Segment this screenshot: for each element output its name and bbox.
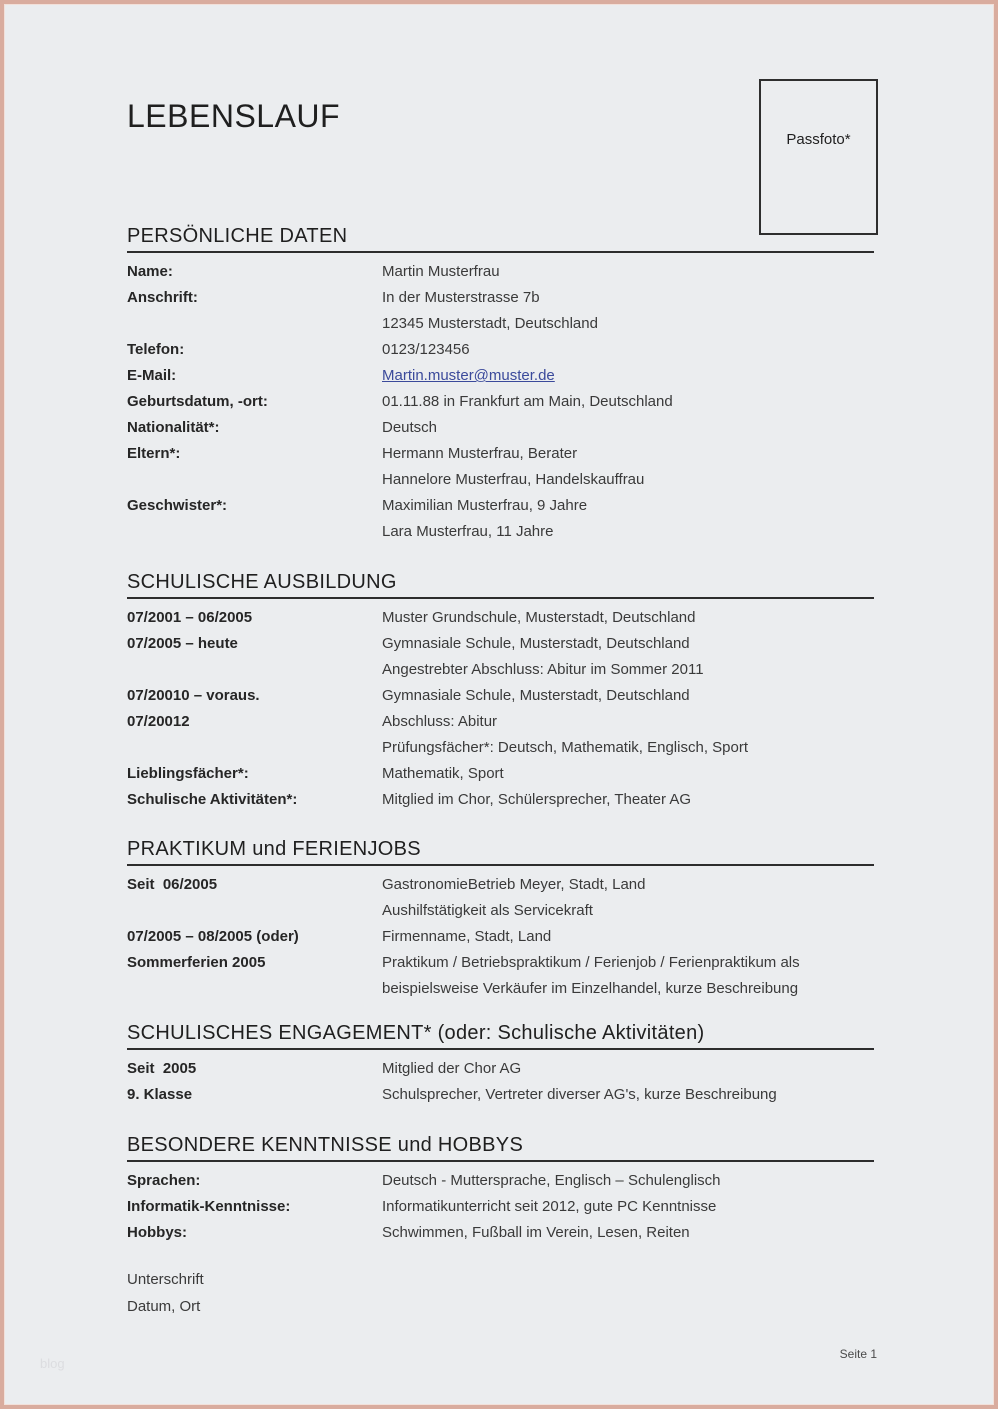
row-value: Deutsch - Muttersprache, Englisch – Schulenglisch: [382, 1172, 721, 1189]
data-row: [127, 1220, 874, 1246]
row-value: Hannelore Musterfrau, Handelskauffrau: [382, 471, 645, 488]
row-label: Name:: [127, 263, 173, 280]
data-row: [127, 1194, 874, 1220]
email-link[interactable]: Martin.muster@muster.de: [382, 367, 555, 384]
row-label: E-Mail:: [127, 367, 177, 384]
section-schulische-ausbildung: [127, 570, 874, 813]
data-row: [127, 950, 874, 976]
row-value: Prüfungsfächer*: Deutsch, Mathematik, Englisch, Sport: [382, 739, 749, 756]
row-label: Geschwister*:: [127, 497, 228, 514]
row-label: [127, 657, 382, 683]
row-value: beispielsweise Verkäufer im Einzelhandel, kurze Beschreibung: [382, 980, 799, 997]
data-row: [127, 787, 874, 813]
passport-photo-placeholder: [759, 79, 878, 235]
section-divider: [127, 597, 874, 599]
row-value: Mathematik, Sport: [382, 765, 504, 782]
section-rows: [127, 1056, 874, 1108]
row-value: Hermann Musterfrau, Berater: [382, 445, 578, 462]
row-label: Seit 06/2005: [127, 876, 218, 893]
row-value: Abschluss: Abitur: [382, 713, 498, 730]
data-row: [127, 631, 874, 657]
row-label: Hobbys:: [127, 1224, 187, 1241]
data-row: [127, 872, 874, 898]
row-label: 07/2005 – 08/2005 (oder): [127, 928, 299, 945]
page-title: LEBENSLAUF: [127, 98, 341, 134]
row-label: Sprachen:: [127, 1172, 201, 1189]
row-label: Geburtsdatum, -ort:: [127, 393, 268, 410]
passfoto-label: Passfoto*: [786, 131, 851, 148]
data-row: [127, 493, 874, 519]
data-row: [127, 389, 874, 415]
row-label: [127, 311, 382, 337]
row-label: 9. Klasse: [127, 1086, 193, 1103]
section-rows: [127, 605, 874, 813]
row-label: 07/2005 – heute: [127, 635, 238, 652]
data-row: [127, 683, 874, 709]
data-row: [127, 1168, 874, 1194]
row-label: Eltern*:: [127, 445, 181, 462]
section-praktikum-ferienjobs: [127, 837, 874, 1002]
data-row: [127, 285, 874, 311]
row-value: 0123/123456: [382, 341, 470, 358]
data-row: [127, 363, 874, 389]
section-persoenliche-daten: [127, 224, 874, 545]
section-heading: PERSÖNLICHE DATEN: [127, 225, 348, 247]
row-label: Anschrift:: [127, 289, 198, 306]
section-heading: BESONDERE KENNTNISSE und HOBBYS: [127, 1134, 524, 1156]
row-label: Lieblingsfächer*:: [127, 765, 249, 782]
section-rows: [127, 259, 874, 545]
section-rows: [127, 872, 874, 1002]
data-row: [127, 761, 874, 787]
data-row: [127, 898, 874, 924]
data-row: [127, 605, 874, 631]
section-besondere-kenntnisse-hobbys: [127, 1133, 874, 1246]
data-row: [127, 519, 874, 545]
row-value: Martin Musterfrau: [382, 263, 500, 280]
row-label: [127, 735, 382, 761]
data-row: [127, 311, 874, 337]
row-label: Telefon:: [127, 341, 185, 358]
row-value: Mitglied der Chor AG: [382, 1060, 522, 1077]
section-schulisches-engagement: [127, 1021, 874, 1108]
row-label: [127, 519, 382, 545]
row-value: 12345 Musterstadt, Deutschland: [382, 315, 598, 332]
row-value: Gymnasiale Schule, Musterstadt, Deutschland: [382, 687, 690, 704]
section-heading: PRAKTIKUM und FERIENJOBS: [127, 838, 421, 860]
row-label: Nationalität*:: [127, 419, 220, 436]
section-divider: [127, 251, 874, 253]
page-number: Seite 1: [839, 1347, 877, 1361]
section-divider: [127, 864, 874, 866]
row-value: Deutsch: [382, 419, 438, 436]
data-row: [127, 657, 874, 683]
row-value: Lara Musterfrau, 11 Jahre: [382, 523, 554, 540]
row-value: Muster Grundschule, Musterstadt, Deutschland: [382, 609, 696, 626]
row-label: 07/2001 – 06/2005: [127, 609, 253, 626]
row-value: Schulsprecher, Vertreter diverser AG's, kurze Beschreibung: [382, 1086, 777, 1103]
row-label: 07/20010 – voraus.: [127, 687, 260, 704]
row-label: Informatik-Kenntnisse:: [127, 1198, 291, 1215]
row-label: [127, 467, 382, 493]
row-label: [127, 898, 382, 924]
row-value: Aushilfstätigkeit als Servicekraft: [382, 902, 593, 919]
data-row: [127, 441, 874, 467]
row-label: Sommerferien 2005: [127, 954, 266, 971]
row-label: [127, 976, 382, 1002]
row-value: Mitglied im Chor, Schülersprecher, Theater AG: [382, 791, 692, 808]
data-row: [127, 1056, 874, 1082]
signature-label: Unterschrift: [127, 1271, 204, 1288]
section-heading: SCHULISCHES ENGAGEMENT* (oder: Schulische Aktivitäten): [127, 1022, 705, 1044]
section-divider: [127, 1160, 874, 1162]
row-value: GastronomieBetrieb Meyer, Stadt, Land: [382, 876, 646, 893]
row-value: Maximilian Musterfrau, 9 Jahre: [382, 497, 588, 514]
data-row: [127, 1082, 874, 1108]
data-row: [127, 337, 874, 363]
section-rows: [127, 1168, 874, 1246]
row-value: Praktikum / Betriebspraktikum / Ferienjob / Ferienpraktikum als: [382, 954, 800, 971]
data-row: [127, 415, 874, 441]
data-row: [127, 259, 874, 285]
signature-block: [127, 1266, 874, 1320]
row-value: Gymnasiale Schule, Musterstadt, Deutschland: [382, 635, 690, 652]
row-value: 01.11.88 in Frankfurt am Main, Deutschland: [382, 393, 673, 410]
data-row: [127, 467, 874, 493]
section-heading: SCHULISCHE AUSBILDUNG: [127, 571, 397, 593]
row-value: In der Musterstrasse 7b: [382, 289, 540, 306]
row-value: Informatikunterricht seit 2012, gute PC Kenntnisse: [382, 1198, 717, 1215]
data-row: [127, 735, 874, 761]
row-value: Schwimmen, Fußball im Verein, Lesen, Reiten: [382, 1224, 690, 1241]
row-label: Seit 2005: [127, 1060, 197, 1077]
section-divider: [127, 1048, 874, 1050]
watermark-text: blog: [40, 1356, 65, 1371]
row-label: 07/20012: [127, 713, 190, 730]
data-row: [127, 976, 874, 1002]
data-row: [127, 709, 874, 735]
data-row: [127, 924, 874, 950]
row-label: Schulische Aktivitäten*:: [127, 791, 298, 808]
row-value: Angestrebter Abschluss: Abitur im Sommer 2011: [382, 661, 704, 678]
date-place-label: Datum, Ort: [127, 1298, 201, 1315]
row-value: Firmenname, Stadt, Land: [382, 928, 552, 945]
